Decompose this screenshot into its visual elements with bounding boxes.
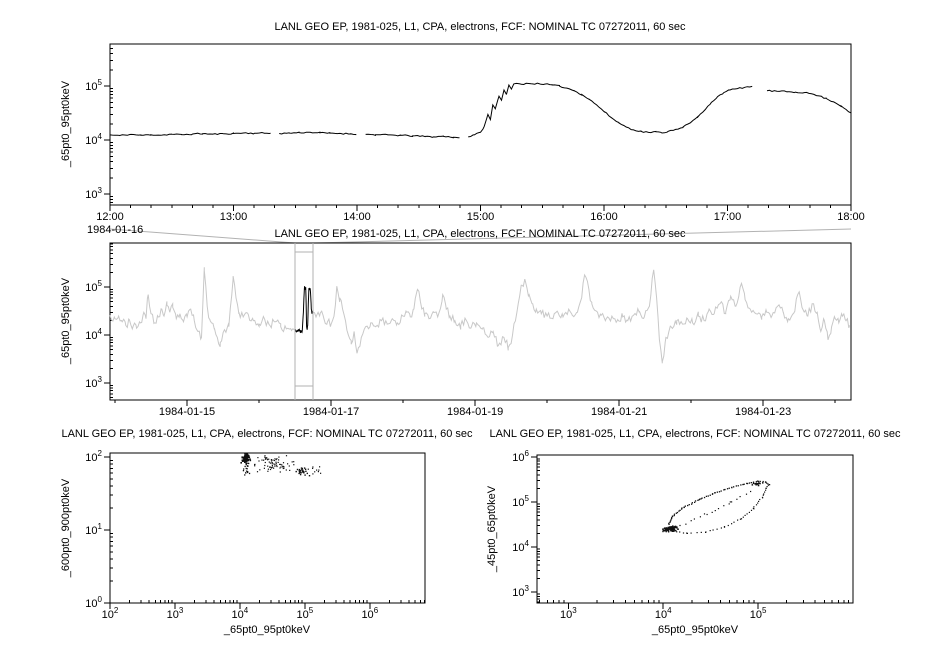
scatter-right-y-axis[interactable]: [512, 449, 853, 603]
panel-top-y-axis[interactable]: [85, 44, 851, 205]
svg-text:15:00: 15:00: [466, 211, 495, 223]
panel-context-y-axis[interactable]: [85, 243, 851, 400]
svg-text:106: $10^6$: [512, 448, 529, 464]
svg-text:104: $10^4$: [654, 606, 672, 621]
svg-text:102: $10^2$: [101, 606, 119, 621]
svg-text:12:00: 12:00: [96, 211, 124, 223]
svg-text:13:00: 13:00: [219, 211, 248, 223]
scatter-right-y-axis-label: _45pt0_65pt0keV: [486, 485, 498, 573]
scatter-right-title: LANL GEO EP, 1981-025, L1, CPA, electrons, FCF: NOMINAL TC 07272011, 60 sec: [489, 428, 901, 440]
svg-text:105: $10^5$: [296, 606, 314, 621]
svg-text:1984-01-17: 1984-01-17: [302, 406, 360, 418]
svg-text:1984-01-19: 1984-01-19: [446, 406, 504, 418]
panel-top-plot-area[interactable]: [110, 83, 851, 138]
panel-scatter-left: [85, 449, 425, 621]
scatter-left-y-axis[interactable]: [85, 449, 425, 610]
svg-text:101: $10^1$: [85, 522, 102, 538]
panel-context-x-axis[interactable]: [115, 400, 835, 418]
svg-text:105: $10^5$: [512, 493, 529, 509]
scatter-left-title: LANL GEO EP, 1981-025, L1, CPA, electrons, FCF: NOMINAL TC 07272011, 60 sec: [61, 428, 473, 440]
svg-text:106: $10^6$: [361, 606, 379, 621]
svg-text:17:00: 17:00: [713, 211, 742, 223]
svg-text:103: $10^3$: [166, 606, 184, 621]
svg-text:104: $10^4$: [231, 606, 249, 621]
scatter-left-y-axis-label: _600pt0_900pt0keV: [60, 478, 72, 578]
svg-text:105: $10^5$: [85, 78, 102, 94]
time-range-selection-box[interactable]: [295, 243, 313, 400]
svg-text:103: $10^3$: [559, 606, 577, 621]
scatter-left-plot-area[interactable]: [240, 453, 321, 476]
panel-context-title: LANL GEO EP, 1981-025, L1, CPA, electrons, FCF: NOMINAL TC 07272011, 60 sec: [274, 228, 686, 240]
svg-text:103: $10^3$: [85, 375, 102, 391]
svg-text:103: $10^3$: [85, 186, 102, 202]
panel-top-x-date-label: 1984-01-16: [87, 224, 144, 236]
panel-top-title: LANL GEO EP, 1981-025, L1, CPA, electrons, FCF: NOMINAL TC 07272011, 60 sec: [274, 21, 686, 33]
svg-text:104: $10^4$: [512, 539, 529, 555]
panel-context-plot-area[interactable]: [110, 267, 850, 363]
panel-context-timeseries: [85, 243, 851, 418]
svg-text:103: $10^3$: [512, 584, 529, 600]
scatter-left-x-axis-label: _65pt0_95pt0keV: [223, 624, 311, 636]
svg-text:104: $10^4$: [85, 327, 102, 343]
panel-top-x-axis[interactable]: [96, 205, 865, 223]
svg-text:1984-01-23: 1984-01-23: [735, 406, 792, 418]
scatter-right-x-axis-label: _65pt0_95pt0keV: [651, 624, 739, 636]
panel-context-y-axis-label: _65pt0_95pt0keV: [60, 277, 72, 365]
scatter-right-plot-area[interactable]: [662, 481, 770, 535]
svg-text:16:00: 16:00: [590, 211, 618, 223]
panel-top-y-axis-label: _65pt0_95pt0keV: [60, 80, 72, 168]
svg-text:105: $10^5$: [749, 606, 767, 621]
svg-text:104: $10^4$: [85, 132, 102, 148]
svg-text:1984-01-15: 1984-01-15: [158, 406, 216, 418]
svg-text:105: $10^5$: [85, 279, 102, 295]
panel-scatter-right: [512, 449, 853, 621]
svg-text:1984-01-21: 1984-01-21: [590, 406, 648, 418]
svg-text:14:00: 14:00: [343, 211, 371, 223]
panel-top-timeseries: [85, 44, 864, 223]
svg-text:100: $10^0$: [85, 595, 102, 610]
svg-text:102: $10^2$: [85, 449, 102, 465]
svg-text:18:00: 18:00: [837, 211, 865, 223]
